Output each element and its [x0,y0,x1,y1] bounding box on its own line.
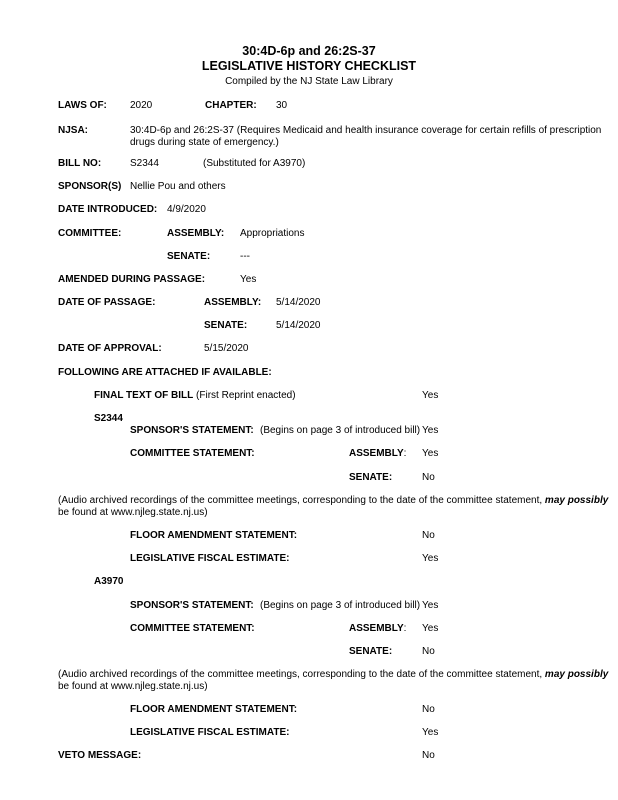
committee-senate-value: --- [240,251,250,262]
date-of-passage-label: DATE OF PASSAGE: [58,297,156,308]
compiled-by: Compiled by the NJ State Law Library [225,76,393,87]
a3970-committee-label: COMMITTEE STATEMENT: [130,623,255,634]
final-text-note: (First Reprint enacted) [196,390,296,401]
passage-assembly-label: ASSEMBLY: [204,297,262,308]
s2344-assembly-value: Yes [422,448,439,459]
s2344-committee-label: COMMITTEE STATEMENT: [130,448,255,459]
s2344-sponsor-value: Yes [422,425,439,436]
s2344-floor-value: No [422,530,435,541]
a3970-sponsor-note: (Begins on page 3 of introduced bill) [260,600,421,611]
s2344-audio-note-line-2: be found at www.njleg.state.nj.us) [58,507,208,518]
s2344-senate-label: SENATE: [349,472,393,483]
chapter-label: CHAPTER: [205,100,257,111]
date-introduced-value: 4/9/2020 [167,204,206,215]
final-text-row [94,390,296,402]
s2344-fiscal-label: LEGISLATIVE FISCAL ESTIMATE: [130,553,290,564]
s2344-audio-text: (Audio archived recordings of the committee meetings, corresponding to the date of the committee statement, [58,495,545,506]
a3970-assembly-value: Yes [422,623,439,634]
document-title: 30:4D-6p and 26:2S-37 [242,44,376,58]
s2344-sponsor-label: SPONSOR'S STATEMENT: [130,425,254,436]
a3970-sponsor-label: SPONSOR'S STATEMENT: [130,600,254,611]
a3970-senate-value: No [422,646,435,657]
a3970-fiscal-label: LEGISLATIVE FISCAL ESTIMATE: [130,727,290,738]
a3970-floor-value: No [422,704,435,715]
s2344-fiscal-value: Yes [422,553,439,564]
final-text-label: FINAL TEXT OF BILL [94,390,194,401]
a3970-sponsor-value: Yes [422,600,439,611]
sponsors-label: SPONSOR(S) [58,181,122,192]
passage-senate-label: SENATE: [204,320,248,331]
amended-label: AMENDED DURING PASSAGE: [58,274,206,285]
a3970-floor-label: FLOOR AMENDMENT STATEMENT: [130,704,298,715]
committee-assembly-label: ASSEMBLY: [167,228,225,239]
a3970-audio-emphasis: may possibly [544,669,609,680]
sponsors-value: Nellie Pou and others [130,181,226,192]
s2344-heading: S2344 [94,413,123,424]
bill-no-value: S2344 [130,158,159,169]
a3970-senate-label: SENATE: [349,646,393,657]
laws-of-label: LAWS OF: [58,100,107,111]
njsa-label: NJSA: [58,125,89,136]
a3970-assembly-label: ASSEMBLY [349,623,404,634]
amended-value: Yes [240,274,257,285]
chapter-value: 30 [276,100,288,111]
laws-of-value: 2020 [130,100,153,111]
s2344-audio-note-line-1 [58,495,608,507]
a3970-fiscal-value: Yes [422,727,439,738]
s2344-floor-label: FLOOR AMENDMENT STATEMENT: [130,530,298,541]
njsa-line-2: drugs during state of emergency.) [130,137,279,148]
date-introduced-label: DATE INTRODUCED: [58,204,158,215]
date-of-approval-value: 5/15/2020 [204,343,249,354]
njsa-line-1: 30:4D-6p and 26:2S-37 (Requires Medicaid and health insurance coverage for certain refills of prescription [130,125,602,136]
committee-label: COMMITTEE: [58,228,122,239]
committee-senate-label: SENATE: [167,251,211,262]
s2344-senate-value: No [422,472,435,483]
bill-substitution-note: (Substituted for A3970) [203,158,306,169]
attached-heading: FOLLOWING ARE ATTACHED IF AVAILABLE: [58,367,272,378]
a3970-heading: A3970 [94,576,124,587]
committee-assembly-value: Appropriations [240,228,305,239]
a3970-audio-text: (Audio archived recordings of the committee meetings, corresponding to the date of the committee statement, [58,669,545,680]
veto-label: VETO MESSAGE: [58,750,142,761]
bill-no-label: BILL NO: [58,158,102,169]
veto-value: No [422,750,435,761]
s2344-sponsor-note: (Begins on page 3 of introduced bill) [260,425,421,436]
passage-assembly-value: 5/14/2020 [276,297,321,308]
s2344-assembly-label: ASSEMBLY [349,448,404,459]
final-text-value: Yes [422,390,439,401]
s2344-assembly-row: ASSEMBLY: [349,448,407,459]
a3970-audio-note-line-1 [58,669,608,681]
date-of-approval-label: DATE OF APPROVAL: [58,343,162,354]
a3970-audio-note-line-2: be found at www.njleg.state.nj.us) [58,681,208,692]
document-subtitle: LEGISLATIVE HISTORY CHECKLIST [201,59,417,73]
passage-senate-value: 5/14/2020 [276,320,321,331]
a3970-assembly-row: ASSEMBLY: [349,623,407,634]
s2344-audio-emphasis: may possibly [544,495,609,506]
